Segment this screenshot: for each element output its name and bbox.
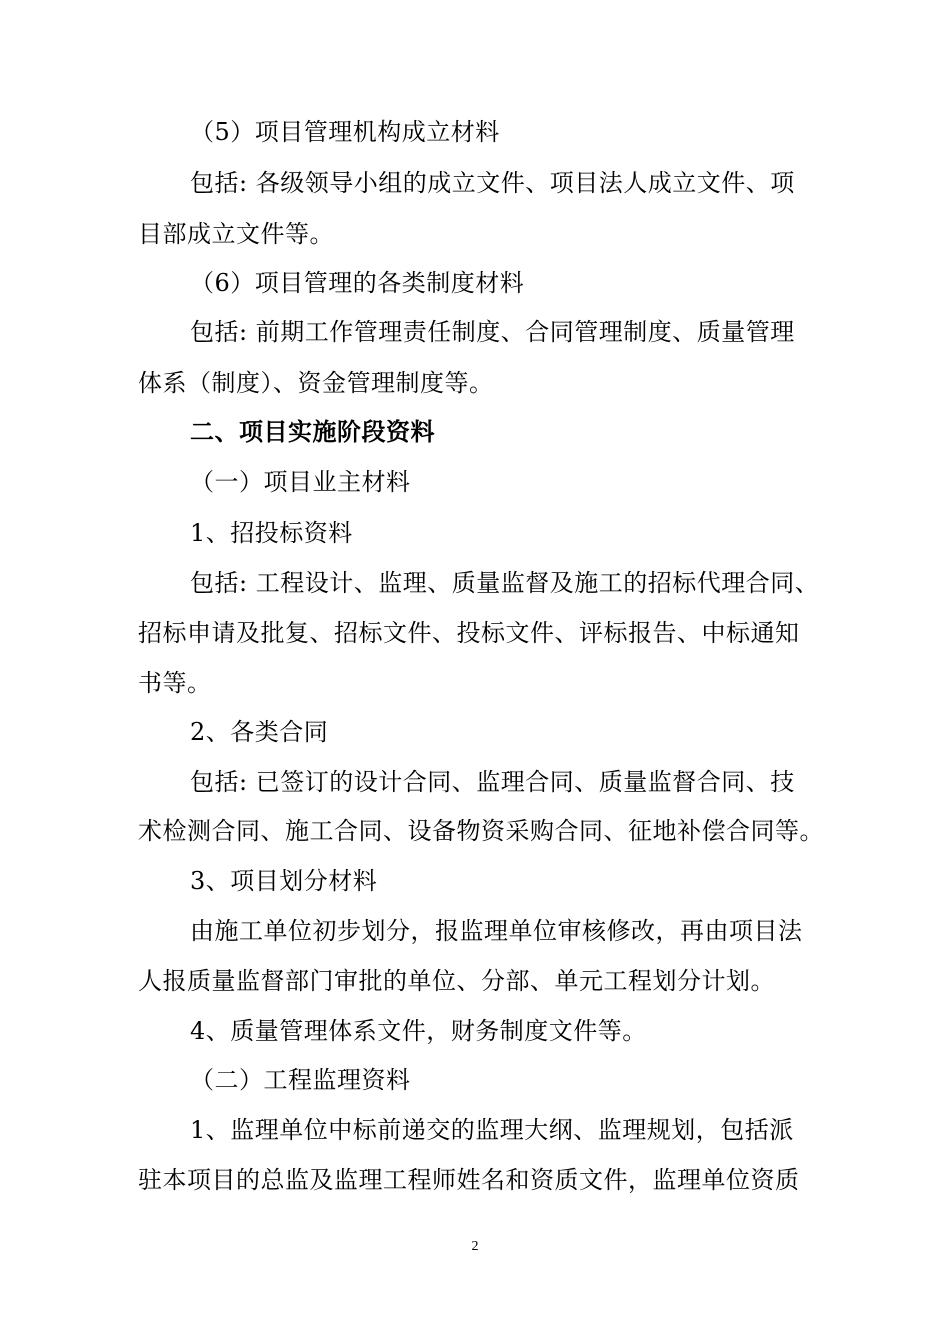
text-line: 人报质量监督部门审批的单位、分部、单元工程划分计划。	[138, 967, 775, 995]
text-line: 包括: 各级领导小组的成立文件、项目法人成立文件、项	[190, 169, 795, 197]
text-line: 目部成立文件等。	[138, 220, 334, 248]
text-line: 3、项目划分材料	[190, 867, 378, 895]
text-line: 4、质量管理体系文件，财务制度文件等。	[190, 1017, 647, 1045]
text-line: 驻本项目的总监及监理工程师姓名和资质文件，监理单位资质	[138, 1166, 800, 1194]
text-line: 体系（制度）、资金管理制度等。	[138, 369, 494, 397]
text-line: 书等。	[138, 669, 212, 697]
section-heading: 二、项目实施阶段资料	[190, 418, 435, 446]
subsection-heading: （二）工程监理资料	[190, 1066, 411, 1094]
text-line: 由施工单位初步划分，报监理单位审核修改，再由项目法	[190, 917, 803, 945]
text-line: 包括: 前期工作管理责任制度、合同管理制度、质量管理	[190, 318, 795, 346]
text-line: 1、监理单位中标前递交的监理大纲、监理规划，包括派	[190, 1116, 794, 1144]
text-line: 包括: 已签订的设计合同、监理合同、质量监督合同、技	[190, 768, 795, 796]
text-line: 招标申请及批复、招标文件、投标文件、评标报告、中标通知	[138, 619, 800, 647]
text-line: （5）项目管理机构成立材料	[190, 118, 500, 146]
page-number: 2	[471, 1239, 479, 1254]
text-line: （6）项目管理的各类制度材料	[190, 269, 525, 297]
text-line: 术检测合同、施工合同、设备物资采购合同、征地补偿合同等。	[138, 817, 824, 845]
text-line: 1、招投标资料	[190, 519, 353, 547]
subsection-heading: （一）项目业主材料	[190, 468, 411, 496]
text-line: 包括: 工程设计、监理、质量监督及施工的招标代理合同、	[190, 569, 820, 597]
text-line: 2、各类合同	[190, 718, 329, 746]
